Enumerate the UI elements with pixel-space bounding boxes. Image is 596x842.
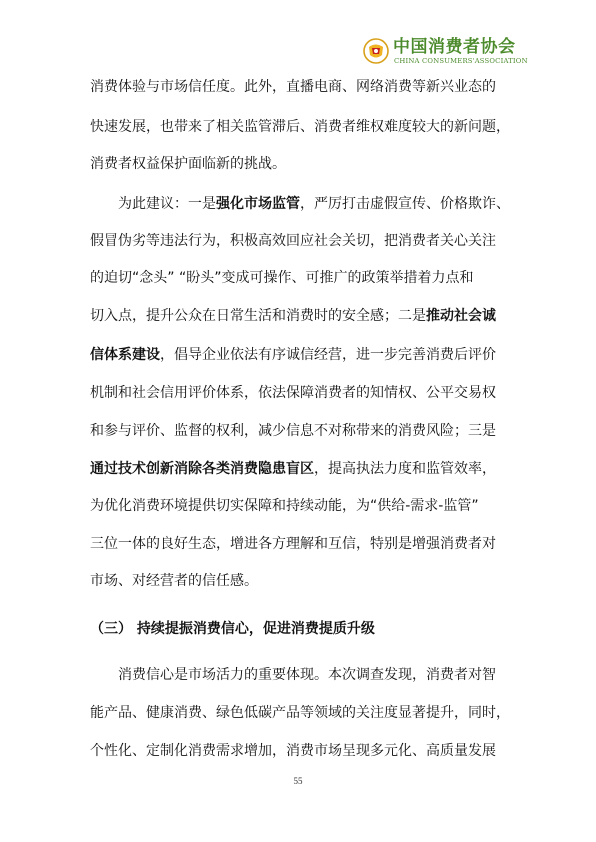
paragraph2-line: 为优化消费环境提供切实保障和持续动能，为“供给-需求-监管”: [90, 498, 479, 514]
paragraph3-line: 消费信心是市场活力的重要体现。本次调查发现，消费者对智: [118, 667, 496, 683]
highlight-credit-system: 推动社会诚: [426, 308, 496, 324]
paragraph2-line: 三位一体的良好生态，增进各方理解和互信，特别是增强消费者对: [90, 536, 496, 552]
page-number: 55: [293, 776, 303, 786]
paragraph2-line: 假冒伪劣等违法行为，积极高效回应社会关切，把消费者关心关注: [90, 233, 496, 249]
section-heading: （三） 持续提振消费信心，促进消费提质升级: [90, 621, 375, 637]
paragraph2-line: 切入点，提升公众在日常生活和消费时的安全感；二是推动社会诚: [90, 308, 496, 324]
paragraph2-line: 和参与评价、监督的权利，减少信息不对称带来的消费风险；三是: [90, 423, 496, 439]
paragraph2-line: 市场、对经营者的信任感。: [90, 573, 258, 589]
paragraph1-line: 快速发展，也带来了相关监管滞后、消费者维权难度较大的新问题，: [90, 119, 510, 135]
paragraph2-line: 通过技术创新消除各类消费隐患盲区，提高执法力度和监管效率，: [90, 461, 496, 477]
highlight-credit-system-cont: 信体系建设: [90, 347, 160, 363]
paragraph1-line: 消费者权益保护面临新的挑战。: [90, 156, 286, 172]
paragraph3-line: 能产品、健康消费、绿色低碳产品等领域的关注度显著提升，同时，: [90, 705, 510, 721]
paragraph2-line: 机制和社会信用评价体系，依法保障消费者的知情权、公平交易权: [90, 385, 496, 401]
cca-logo: [363, 37, 528, 69]
paragraph3-line: 个性化、定制化消费需求增加，消费市场呈现多元化、高质量发展: [90, 743, 496, 759]
paragraph2-line: 为此建议：一是强化市场监管，严厉打击虚假宣传、价格欺诈、: [118, 196, 510, 212]
paragraph1-line: 消费体验与市场信任度。此外，直播电商、网络消费等新兴业态的: [90, 79, 496, 95]
logo-english-name: CHINA CONSUMERS'ASSOCIATION: [394, 57, 528, 65]
highlight-tech-innovation: 通过技术创新消除各类消费隐患盲区: [90, 461, 314, 477]
logo-chinese-name: 中国消费者协会: [393, 37, 516, 57]
paragraph2-line: 的迫切“念头” “盼头”变成可操作、可推广的政策举措着力点和: [90, 270, 474, 286]
highlight-market-supervision: 强化市场监管: [216, 196, 300, 212]
paragraph2-line: 信体系建设，倡导企业依法有序诚信经营，进一步完善消费后评价: [90, 347, 496, 363]
cca-emblem-icon: [363, 38, 389, 64]
